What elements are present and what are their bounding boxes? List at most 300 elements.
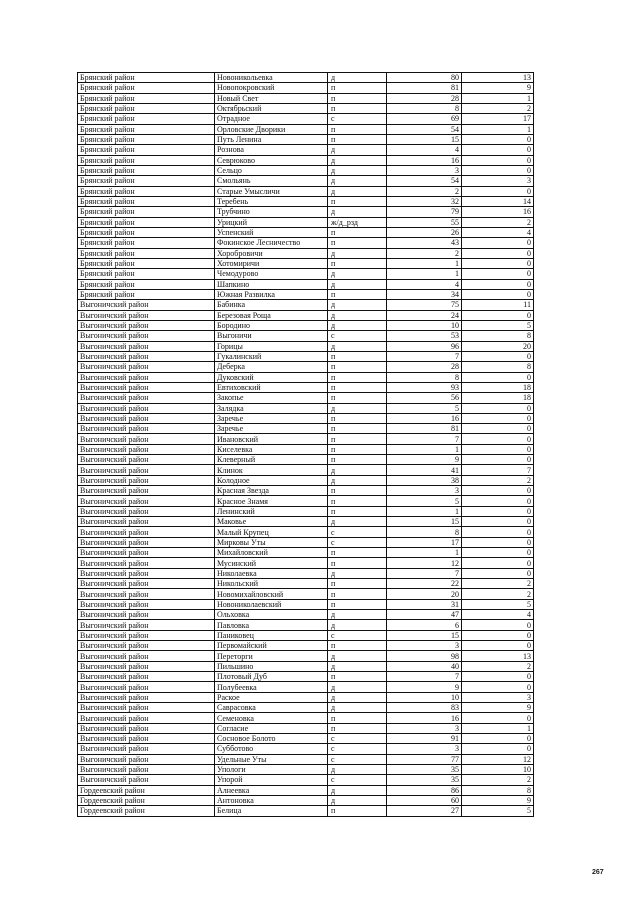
value-b-cell: 0 xyxy=(462,155,534,165)
table-row xyxy=(78,599,534,609)
value-b-cell: 9 xyxy=(462,83,534,93)
settlement-cell: Заречье xyxy=(215,424,328,434)
value-a-cell: 2 xyxy=(387,186,462,196)
table-row xyxy=(78,775,534,785)
value-b-cell: 16 xyxy=(462,207,534,217)
district-cell: Выгоничский район xyxy=(78,703,215,713)
district-cell: Выгоничский район xyxy=(78,630,215,640)
settlement-cell: Южная Развилка xyxy=(215,289,328,299)
district-cell: Выгоничский район xyxy=(78,527,215,537)
district-cell: Выгоничский район xyxy=(78,589,215,599)
district-cell: Брянский район xyxy=(78,227,215,237)
value-a-cell: 16 xyxy=(387,155,462,165)
type-cell: п xyxy=(328,382,387,392)
table-row xyxy=(78,413,534,423)
district-cell: Выгоничский район xyxy=(78,599,215,609)
type-cell: д xyxy=(328,764,387,774)
settlement-cell: Согласие xyxy=(215,723,328,733)
value-b-cell: 13 xyxy=(462,73,534,83)
value-b-cell: 0 xyxy=(462,289,534,299)
district-cell: Брянский район xyxy=(78,114,215,124)
settlement-cell: Паниковец xyxy=(215,630,328,640)
value-b-cell: 9 xyxy=(462,795,534,805)
value-b-cell: 4 xyxy=(462,227,534,237)
value-b-cell: 0 xyxy=(462,744,534,754)
table-row xyxy=(78,475,534,485)
settlement-cell: Бабинка xyxy=(215,300,328,310)
page-number: 267 xyxy=(592,869,604,876)
settlement-cell: Полубеевка xyxy=(215,682,328,692)
settlement-cell: Семеновка xyxy=(215,713,328,723)
value-b-cell: 1 xyxy=(462,93,534,103)
type-cell: д xyxy=(328,320,387,330)
value-a-cell: 80 xyxy=(387,73,462,83)
type-cell: д xyxy=(328,692,387,702)
type-cell: д xyxy=(328,785,387,795)
value-b-cell: 0 xyxy=(462,248,534,258)
value-b-cell: 0 xyxy=(462,279,534,289)
district-cell: Выгоничский район xyxy=(78,558,215,568)
value-a-cell: 3 xyxy=(387,486,462,496)
value-b-cell: 5 xyxy=(462,599,534,609)
value-b-cell: 0 xyxy=(462,269,534,279)
table-row xyxy=(78,496,534,506)
district-cell: Брянский район xyxy=(78,145,215,155)
district-cell: Выгоничский район xyxy=(78,351,215,361)
table-row xyxy=(78,134,534,144)
district-cell: Выгоничский район xyxy=(78,413,215,423)
district-cell: Выгоничский район xyxy=(78,620,215,630)
settlement-cell: Смольянь xyxy=(215,176,328,186)
settlement-cell: Киселевка xyxy=(215,444,328,454)
table-row xyxy=(78,217,534,227)
table-row xyxy=(78,517,534,527)
type-cell: д xyxy=(328,165,387,175)
type-cell: п xyxy=(328,134,387,144)
type-cell: п xyxy=(328,103,387,113)
settlement-cell: Березовая Роща xyxy=(215,310,328,320)
type-cell: п xyxy=(328,672,387,682)
value-b-cell: 13 xyxy=(462,651,534,661)
value-b-cell: 18 xyxy=(462,382,534,392)
type-cell: п xyxy=(328,124,387,134)
settlement-cell: Шапкино xyxy=(215,279,328,289)
value-a-cell: 8 xyxy=(387,103,462,113)
type-cell: п xyxy=(328,558,387,568)
table-row xyxy=(78,196,534,206)
table-row xyxy=(78,227,534,237)
value-b-cell: 10 xyxy=(462,764,534,774)
settlement-cell: Закопье xyxy=(215,393,328,403)
type-cell: д xyxy=(328,207,387,217)
settlement-cell: Теребень xyxy=(215,196,328,206)
type-cell: п xyxy=(328,424,387,434)
value-a-cell: 10 xyxy=(387,692,462,702)
table-row xyxy=(78,444,534,454)
type-cell: д xyxy=(328,568,387,578)
table-row xyxy=(78,434,534,444)
type-cell: п xyxy=(328,434,387,444)
settlement-cell: Урицкий xyxy=(215,217,328,227)
table-row xyxy=(78,424,534,434)
value-a-cell: 93 xyxy=(387,382,462,392)
settlement-cell: Новый Свет xyxy=(215,93,328,103)
value-b-cell: 0 xyxy=(462,548,534,558)
settlement-cell: Гукалинский xyxy=(215,351,328,361)
table-row xyxy=(78,682,534,692)
value-a-cell: 20 xyxy=(387,589,462,599)
district-cell: Брянский район xyxy=(78,176,215,186)
value-b-cell: 0 xyxy=(462,734,534,744)
table-row xyxy=(78,703,534,713)
value-a-cell: 3 xyxy=(387,165,462,175)
district-cell: Выгоничский район xyxy=(78,651,215,661)
value-a-cell: 32 xyxy=(387,196,462,206)
value-b-cell: 5 xyxy=(462,806,534,816)
value-b-cell: 8 xyxy=(462,785,534,795)
value-b-cell: 8 xyxy=(462,331,534,341)
value-b-cell: 0 xyxy=(462,568,534,578)
table-row xyxy=(78,537,534,547)
district-cell: Гордеевский район xyxy=(78,795,215,805)
value-b-cell: 7 xyxy=(462,465,534,475)
settlements-table xyxy=(77,72,534,817)
settlement-cell: Трубчино xyxy=(215,207,328,217)
district-cell: Брянский район xyxy=(78,207,215,217)
district-cell: Брянский район xyxy=(78,196,215,206)
district-cell: Брянский район xyxy=(78,134,215,144)
value-a-cell: 26 xyxy=(387,227,462,237)
value-b-cell: 14 xyxy=(462,196,534,206)
value-a-cell: 43 xyxy=(387,238,462,248)
value-a-cell: 15 xyxy=(387,517,462,527)
settlement-cell: Красное Знамя xyxy=(215,496,328,506)
district-cell: Выгоничский район xyxy=(78,775,215,785)
type-cell: п xyxy=(328,496,387,506)
district-cell: Выгоничский район xyxy=(78,362,215,372)
table-row xyxy=(78,176,534,186)
value-a-cell: 69 xyxy=(387,114,462,124)
district-cell: Выгоничский район xyxy=(78,548,215,558)
type-cell: д xyxy=(328,620,387,630)
type-cell: д xyxy=(328,300,387,310)
value-a-cell: 5 xyxy=(387,403,462,413)
value-a-cell: 3 xyxy=(387,723,462,733)
table-row xyxy=(78,630,534,640)
value-a-cell: 16 xyxy=(387,713,462,723)
value-b-cell: 0 xyxy=(462,641,534,651)
type-cell: п xyxy=(328,806,387,816)
value-b-cell: 5 xyxy=(462,320,534,330)
type-cell: с xyxy=(328,630,387,640)
district-cell: Брянский район xyxy=(78,73,215,83)
value-b-cell: 0 xyxy=(462,351,534,361)
type-cell: с xyxy=(328,744,387,754)
district-cell: Брянский район xyxy=(78,103,215,113)
value-b-cell: 11 xyxy=(462,300,534,310)
settlement-cell: Клинок xyxy=(215,465,328,475)
district-cell: Выгоничский район xyxy=(78,537,215,547)
settlement-cell: Новониколаевский xyxy=(215,599,328,609)
value-b-cell: 0 xyxy=(462,310,534,320)
district-cell: Выгоничский район xyxy=(78,568,215,578)
table-row xyxy=(78,579,534,589)
type-cell: д xyxy=(328,403,387,413)
value-a-cell: 41 xyxy=(387,465,462,475)
table-row xyxy=(78,393,534,403)
settlement-cell: Никольский xyxy=(215,579,328,589)
value-b-cell: 17 xyxy=(462,114,534,124)
type-cell: д xyxy=(328,186,387,196)
type-cell: п xyxy=(328,289,387,299)
district-cell: Выгоничский район xyxy=(78,382,215,392)
type-cell: д xyxy=(328,703,387,713)
type-cell: с xyxy=(328,754,387,764)
value-b-cell: 0 xyxy=(462,496,534,506)
value-a-cell: 7 xyxy=(387,351,462,361)
settlement-cell: Хотомиричи xyxy=(215,258,328,268)
value-a-cell: 1 xyxy=(387,444,462,454)
value-a-cell: 53 xyxy=(387,331,462,341)
settlement-cell: Ольховка xyxy=(215,610,328,620)
table-row xyxy=(78,558,534,568)
table-row xyxy=(78,465,534,475)
table-row xyxy=(78,114,534,124)
type-cell: п xyxy=(328,372,387,382)
value-b-cell: 1 xyxy=(462,723,534,733)
district-cell: Выгоничский район xyxy=(78,517,215,527)
district-cell: Выгоничский район xyxy=(78,713,215,723)
type-cell: с xyxy=(328,537,387,547)
settlement-cell: Отрадное xyxy=(215,114,328,124)
type-cell: д xyxy=(328,269,387,279)
district-cell: Выгоничский район xyxy=(78,764,215,774)
type-cell: п xyxy=(328,196,387,206)
value-b-cell: 2 xyxy=(462,103,534,113)
settlement-cell: Николаевка xyxy=(215,568,328,578)
value-a-cell: 91 xyxy=(387,734,462,744)
district-cell: Выгоничский район xyxy=(78,734,215,744)
settlement-cell: Фокинское Лесничество xyxy=(215,238,328,248)
district-cell: Выгоничский район xyxy=(78,424,215,434)
value-a-cell: 24 xyxy=(387,310,462,320)
table-row xyxy=(78,785,534,795)
value-b-cell: 0 xyxy=(462,630,534,640)
table-row xyxy=(78,734,534,744)
table-row xyxy=(78,506,534,516)
settlement-cell: Успенский xyxy=(215,227,328,237)
settlement-cell: Октябрьский xyxy=(215,103,328,113)
district-cell: Выгоничский район xyxy=(78,610,215,620)
settlement-cell: Первомайский xyxy=(215,641,328,651)
settlement-cell: Чемодурово xyxy=(215,269,328,279)
table-row xyxy=(78,806,534,816)
table-row xyxy=(78,568,534,578)
district-cell: Брянский район xyxy=(78,93,215,103)
type-cell: п xyxy=(328,227,387,237)
value-b-cell: 0 xyxy=(462,527,534,537)
settlement-cell: Хоробровичи xyxy=(215,248,328,258)
district-cell: Выгоничский район xyxy=(78,661,215,671)
value-a-cell: 1 xyxy=(387,506,462,516)
settlement-cell: Михайловский xyxy=(215,548,328,558)
settlement-cell: Горицы xyxy=(215,341,328,351)
settlement-cell: Дуковский xyxy=(215,372,328,382)
settlements-table-body xyxy=(78,73,534,817)
table-row xyxy=(78,372,534,382)
district-cell: Выгоничский район xyxy=(78,506,215,516)
table-row xyxy=(78,764,534,774)
district-cell: Брянский район xyxy=(78,186,215,196)
value-b-cell: 3 xyxy=(462,692,534,702)
table-row xyxy=(78,310,534,320)
value-b-cell: 0 xyxy=(462,682,534,692)
settlement-cell: Плотовый Дуб xyxy=(215,672,328,682)
district-cell: Выгоничский район xyxy=(78,444,215,454)
table-row xyxy=(78,351,534,361)
type-cell: д xyxy=(328,176,387,186)
value-b-cell: 0 xyxy=(462,444,534,454)
table-row xyxy=(78,320,534,330)
value-b-cell: 0 xyxy=(462,186,534,196)
district-cell: Гордеевский район xyxy=(78,806,215,816)
settlement-cell: Упорой xyxy=(215,775,328,785)
table-row xyxy=(78,83,534,93)
district-cell: Брянский район xyxy=(78,155,215,165)
value-b-cell: 0 xyxy=(462,145,534,155)
settlement-cell: Ивановский xyxy=(215,434,328,444)
table-row xyxy=(78,165,534,175)
value-b-cell: 20 xyxy=(462,341,534,351)
district-cell: Брянский район xyxy=(78,258,215,268)
district-cell: Выгоничский район xyxy=(78,465,215,475)
value-b-cell: 4 xyxy=(462,610,534,620)
table-row xyxy=(78,238,534,248)
type-cell: п xyxy=(328,393,387,403)
settlement-cell: Удельные Уты xyxy=(215,754,328,764)
district-cell: Выгоничский район xyxy=(78,486,215,496)
type-cell: п xyxy=(328,579,387,589)
type-cell: с xyxy=(328,775,387,785)
district-cell: Выгоничский район xyxy=(78,331,215,341)
value-b-cell: 0 xyxy=(462,455,534,465)
type-cell: д xyxy=(328,795,387,805)
table-row xyxy=(78,610,534,620)
type-cell: д xyxy=(328,145,387,155)
settlement-cell: Колодное xyxy=(215,475,328,485)
type-cell: д xyxy=(328,651,387,661)
value-a-cell: 47 xyxy=(387,610,462,620)
table-row xyxy=(78,93,534,103)
type-cell: с xyxy=(328,734,387,744)
settlement-cell: Рознова xyxy=(215,145,328,155)
district-cell: Выгоничский район xyxy=(78,579,215,589)
value-a-cell: 77 xyxy=(387,754,462,764)
value-b-cell: 0 xyxy=(462,165,534,175)
value-a-cell: 83 xyxy=(387,703,462,713)
type-cell: п xyxy=(328,486,387,496)
district-cell: Выгоничский район xyxy=(78,434,215,444)
value-a-cell: 7 xyxy=(387,434,462,444)
value-a-cell: 1 xyxy=(387,258,462,268)
type-cell: д xyxy=(328,475,387,485)
value-a-cell: 16 xyxy=(387,413,462,423)
value-b-cell: 2 xyxy=(462,475,534,485)
settlement-cell: Пильшино xyxy=(215,661,328,671)
value-a-cell: 15 xyxy=(387,134,462,144)
table-row xyxy=(78,207,534,217)
value-b-cell: 9 xyxy=(462,703,534,713)
value-a-cell: 54 xyxy=(387,124,462,134)
settlement-cell: Ленинский xyxy=(215,506,328,516)
settlement-cell: Мирковы Уты xyxy=(215,537,328,547)
table-row xyxy=(78,548,534,558)
value-b-cell: 18 xyxy=(462,393,534,403)
table-row xyxy=(78,661,534,671)
value-b-cell: 8 xyxy=(462,362,534,372)
type-cell: п xyxy=(328,548,387,558)
district-cell: Брянский район xyxy=(78,248,215,258)
type-cell: п xyxy=(328,444,387,454)
district-cell: Брянский район xyxy=(78,289,215,299)
value-a-cell: 86 xyxy=(387,785,462,795)
value-b-cell: 0 xyxy=(462,134,534,144)
value-a-cell: 8 xyxy=(387,372,462,382)
type-cell: д xyxy=(328,661,387,671)
type-cell: п xyxy=(328,258,387,268)
type-cell: п xyxy=(328,83,387,93)
settlement-cell: Деберка xyxy=(215,362,328,372)
table-row xyxy=(78,641,534,651)
settlement-cell: Красная Звезда xyxy=(215,486,328,496)
table-row xyxy=(78,672,534,682)
value-a-cell: 27 xyxy=(387,806,462,816)
value-a-cell: 79 xyxy=(387,207,462,217)
value-a-cell: 54 xyxy=(387,176,462,186)
value-b-cell: 0 xyxy=(462,413,534,423)
type-cell: с xyxy=(328,331,387,341)
type-cell: д xyxy=(328,682,387,692)
value-a-cell: 17 xyxy=(387,537,462,547)
district-cell: Выгоничский район xyxy=(78,320,215,330)
district-cell: Выгоничский район xyxy=(78,672,215,682)
district-cell: Брянский район xyxy=(78,269,215,279)
value-a-cell: 5 xyxy=(387,496,462,506)
value-b-cell: 12 xyxy=(462,754,534,764)
type-cell: п xyxy=(328,723,387,733)
value-a-cell: 60 xyxy=(387,795,462,805)
district-cell: Выгоничский район xyxy=(78,682,215,692)
value-a-cell: 81 xyxy=(387,424,462,434)
settlement-cell: Путь Ленина xyxy=(215,134,328,144)
district-cell: Выгоничский район xyxy=(78,310,215,320)
settlement-cell: Клеверный xyxy=(215,455,328,465)
value-b-cell: 0 xyxy=(462,558,534,568)
settlement-cell: Переторги xyxy=(215,651,328,661)
district-cell: Выгоничский район xyxy=(78,341,215,351)
settlement-cell: Орловские Дворики xyxy=(215,124,328,134)
district-cell: Выгоничский район xyxy=(78,372,215,382)
settlement-cell: Маковье xyxy=(215,517,328,527)
district-cell: Выгоничский район xyxy=(78,403,215,413)
value-a-cell: 22 xyxy=(387,579,462,589)
value-b-cell: 2 xyxy=(462,775,534,785)
district-cell: Выгоничский район xyxy=(78,475,215,485)
district-cell: Брянский район xyxy=(78,217,215,227)
settlement-cell: Старые Умысличи xyxy=(215,186,328,196)
value-a-cell: 3 xyxy=(387,641,462,651)
table-row xyxy=(78,269,534,279)
